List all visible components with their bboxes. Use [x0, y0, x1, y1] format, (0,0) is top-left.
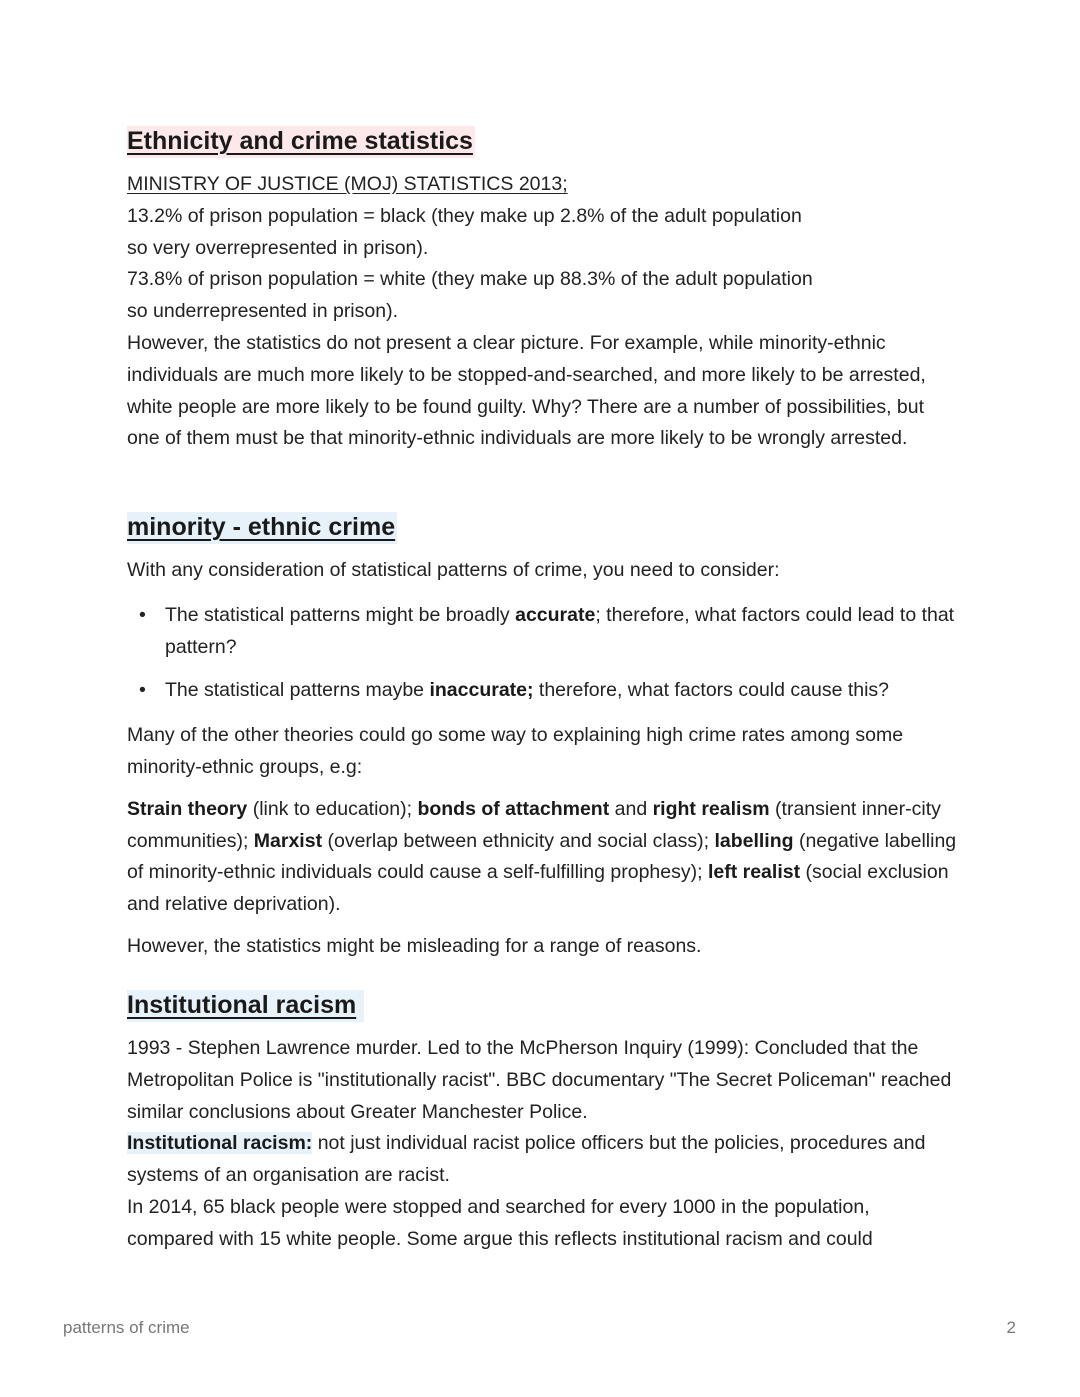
stephen-lawrence-paragraph: 1993 - Stephen Lawrence murder. Led to the McPherson Inquiry (1999): Concluded that the Metropolitan Police is "institutionally racist". BBC documentary "The Secret Policeman" reached similar conclusions about Greater Manchester Police. [127, 1037, 952, 1123]
theories-intro: Many of the other theories could go some way to explaining high crime rates among some minority-ethnic groups, e.g: [127, 724, 904, 778]
misleading-paragraph: However, the statistics might be misleading for a range of reasons. [127, 934, 702, 957]
definition-paragraph: Institutional racism: not just individual racist police officers but the policies, procedures and systems of an organisation are racist. [127, 1132, 926, 1187]
footer-title: patterns of crime [63, 1318, 190, 1337]
source-line: MINISTRY OF JUSTICE (MOJ) STATISTICS 2013; [127, 173, 568, 195]
list-item: • The statistical patterns maybe inaccurate; therefore, what factors could cause this? [139, 679, 890, 702]
stat-line-3: 73.8% of prison population = white (they make up 88.3% of the adult population [127, 268, 813, 291]
heading-institutional-racism: Institutional racism [127, 990, 364, 1022]
page-number: 2 [1006, 1318, 1016, 1337]
stop-search-paragraph: In 2014, 65 black people were stopped and searched for every 1000 in the population, compared with 15 white people. Some argue this reflects institutional racism and could [127, 1195, 873, 1250]
statistics-paragraph: However, the statistics do not present a clear picture. For example, while minority-ethnic individuals are much more likely to be stopped-and-searched, and more likely to be arrested, white people are more likely to be found guilty. Why? There are a number of possibilities, but one of them must be that minority-ethnic individuals are more likely to be wrongly arrested. [127, 331, 926, 450]
stat-line-2: so very overrepresented in prison). [127, 236, 429, 259]
stat-line-4: so underrepresented in prison). [127, 300, 398, 323]
heading-ethnicity-crime-statistics: Ethnicity and crime statistics [127, 126, 475, 158]
intro-paragraph: With any consideration of statistical patterns of crime, you need to consider: [127, 559, 780, 581]
heading-minority-ethnic-crime: minority - ethnic crime [127, 512, 397, 544]
list-item: • The statistical patterns might be broadly accurate; therefore, what factors could lead to that pattern? [139, 603, 955, 658]
stat-line-1: 13.2% of prison population = black (they make up 2.8% of the adult population [127, 204, 802, 227]
considerations-list [127, 600, 957, 707]
theories-paragraph: Strain theory (link to education); bonds of attachment and right realism (transient inner-city communities); Marxist (overlap between ethnicity and social class); labelling (negative labelling of minority-ethnic individuals could cause a self-fulfilling prophesy); left realist (social exclusion and relative deprivation). [127, 797, 957, 916]
